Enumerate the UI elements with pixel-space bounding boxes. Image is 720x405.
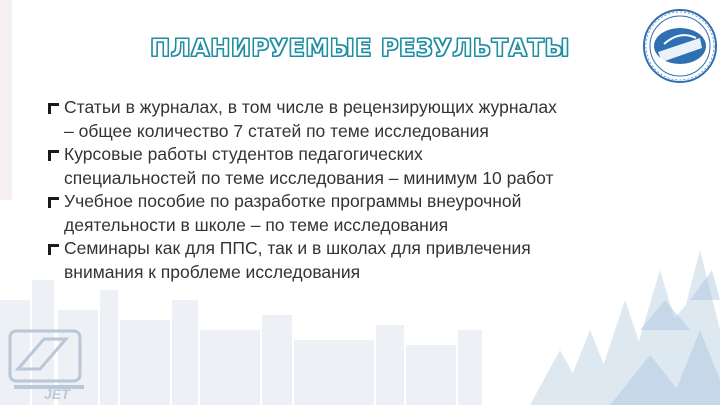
list-item-line: Статьи в журналах, в том числе в рецензирующих журналах — [64, 97, 557, 117]
list-item — [46, 237, 686, 284]
list-item-line: Учебное пособие по разработке программы внеурочной — [64, 191, 522, 211]
list-item-line: – общее количество 7 статей по теме исследования — [64, 120, 489, 141]
list-item-line: Семинары как для ППС, так и в школах для привлечения — [64, 238, 531, 258]
square-bullet-icon — [48, 197, 59, 208]
list-item-line: внимания к проблеме исследования — [64, 261, 361, 282]
square-bullet-icon — [48, 150, 59, 161]
jet-logo-icon — [4, 325, 90, 401]
results-list — [46, 96, 686, 284]
list-item — [46, 143, 686, 190]
list-item-line: Курсовые работы студентов педагогических — [64, 144, 423, 164]
list-item — [46, 96, 686, 143]
list-item — [46, 190, 686, 237]
svg-text:JET: JET — [44, 386, 70, 401]
list-item-line: деятельности в школе – по теме исследования — [64, 214, 449, 235]
slide-title: ПЛАНИРУЕМЫЕ РЕЗУЛЬТАТЫ — [150, 34, 570, 62]
square-bullet-icon — [48, 244, 59, 255]
list-item-line: специальностей по теме исследования – минимум 10 работ — [64, 167, 554, 188]
square-bullet-icon — [48, 103, 59, 114]
